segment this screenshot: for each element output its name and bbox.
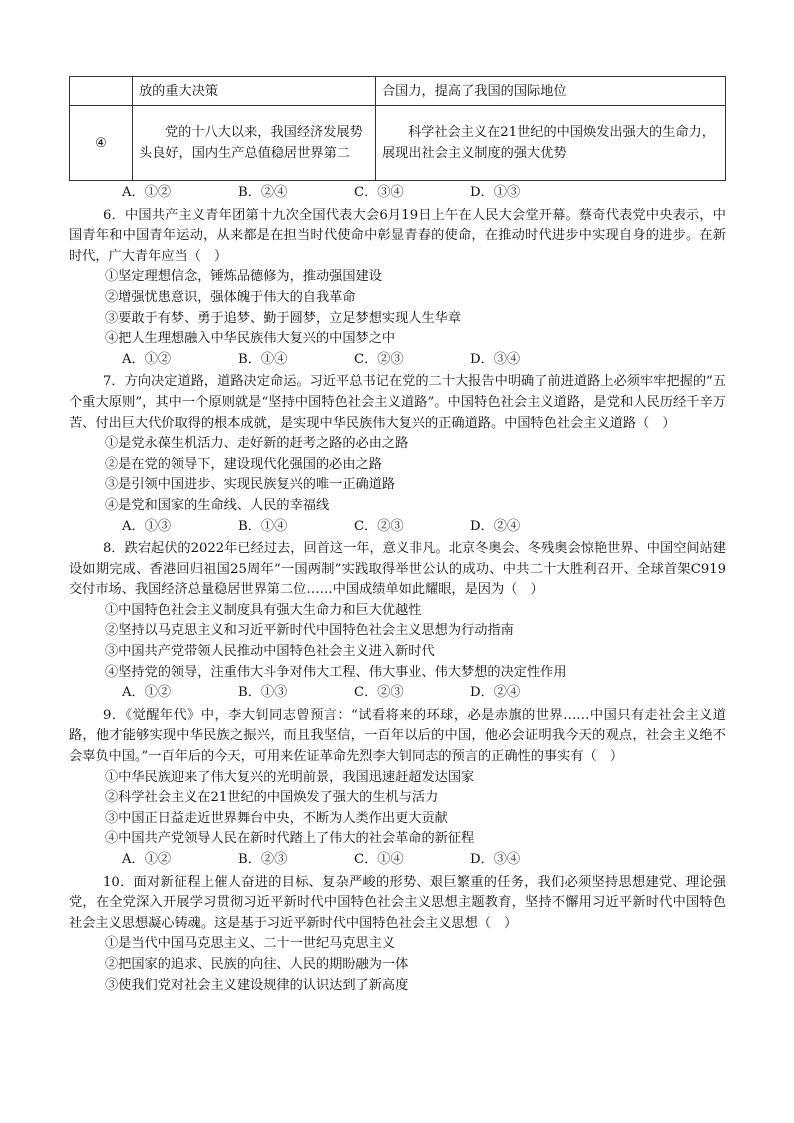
table-cell-meaning: 合国力，提高了我国的国际地位	[376, 77, 726, 106]
option-3: ③要敢于有梦、勇于追梦、勤于圆梦，立足梦想实现人生华章	[105, 310, 462, 326]
option-2: ②把国家的追求、民族的向往、人民的期盼融为一体	[105, 956, 409, 972]
option-3: ③中国正日益走近世界舞台中央，不断为人类作出更大贡献	[105, 810, 448, 826]
answer-choice-d[interactable]: D．③④	[470, 852, 521, 867]
answer-row	[69, 350, 726, 371]
option-4: ④中国共产党领导人民在新时代踏上了伟大的社会革命的新征程	[105, 831, 475, 847]
option-4: ④坚持党的领导，注重伟大斗争对伟大工程、伟大事业、伟大梦想的决定性作用	[105, 664, 567, 680]
answer-choice-b[interactable]: B．①④	[238, 351, 288, 367]
comparison-table	[69, 76, 726, 181]
question-list	[69, 183, 726, 996]
answer-choice-c[interactable]: C．②③	[354, 685, 404, 701]
answer-choice-a[interactable]: A．①②	[122, 685, 172, 701]
option-2: ②科学社会主义在21世纪的中国焕发了强大的生机与活力	[105, 790, 439, 806]
q5-answer-row	[69, 183, 726, 204]
table-row	[70, 106, 726, 181]
answer-choice-d[interactable]: D．②④	[470, 685, 521, 701]
option-3: ③中国共产党带领人民推动中国特色社会主义进入新时代	[105, 644, 435, 660]
answer-choice-d[interactable]: D．①③	[470, 185, 521, 200]
table-cell-number: ④	[70, 106, 133, 181]
answer-choice-b[interactable]: B．①④	[238, 518, 288, 534]
option-1: ①中国特色社会主义制度具有强大生命力和巨大优越性	[105, 602, 422, 618]
question-10	[69, 873, 726, 997]
question-stem: 9．《觉醒年代》中，李大钊同志曾预言：“试看将来的环球，必是赤旗的世界……中国只有走社会主义道路，他才能够实现中华民族之振兴，而且我坚信，一百年以后的中国，他必会证明我今天的观点，社会主义绝不会辜负中国。”一百年后的今天，可用来佐证革命先烈李大钊同志的预言的正确性的事实有（ ）	[69, 707, 726, 765]
answer-choice-c[interactable]: C．②③	[354, 351, 404, 367]
table-cell-meaning: 科学社会主义在21世纪的中国焕发出强大的生命力，展现出社会主义制度的强大优势	[376, 106, 726, 181]
option-1: ①中华民族迎来了伟大复兴的光明前景，我国迅速赶超发达国家	[105, 769, 475, 785]
option-3: ③是引领中国进步、实现民族复兴的唯一正确道路	[105, 477, 396, 493]
option-4: ④是党和国家的生命线、人民的幸福线	[105, 497, 330, 513]
answer-choice-b[interactable]: B．②④	[238, 185, 288, 200]
table-cell-event: 放的重大决策	[133, 77, 376, 106]
answer-row	[69, 850, 726, 871]
question-9	[69, 706, 726, 871]
answer-row	[69, 517, 726, 538]
answer-choice-d[interactable]: D．③④	[470, 351, 521, 367]
question-stem: 8．跌宕起伏的2022年已经过去，回首这一年，意义非凡。北京冬奥会、冬残奥会惊艳世界、中国空间站建设如期完成、香港回归祖国25周年“一国两制”实践取得举世公认的成功、中共二十大胜利召开、全球首架C919交付市场、我国经济总量稳居世界第二位……中国成绩单如此耀眼，是因为（ ）	[69, 541, 726, 598]
option-2: ②坚持以马克思主义和习近平新时代中国特色社会主义思想为行动指南	[105, 623, 514, 639]
option-3: ③使我们党对社会主义建设规律的认识达到了新高度	[105, 977, 409, 993]
answer-choice-d[interactable]: D．②④	[470, 518, 521, 534]
question-6	[69, 206, 726, 371]
option-2: ②是在党的领导下，建设现代化强国的必由之路	[105, 456, 382, 472]
answer-choice-a[interactable]: A．①②	[122, 351, 172, 367]
option-1: ①是党永葆生机活力、走好新的赶考之路的必由之路	[105, 436, 409, 452]
option-1: ①是当代中国马克思主义、二十一世纪马克思主义	[105, 936, 396, 952]
answer-choice-a[interactable]: A．①③	[122, 518, 172, 534]
answer-choice-c[interactable]: C．①④	[354, 852, 404, 867]
question-stem: 7．方向决定道路，道路决定命运。习近平总书记在党的二十大报告中明确了前进道路上必须牢牢把握的“五个重大原则”，其中一个原则就是“坚持中国特色社会主义道路”。中国特色社会主义道路，是党和人民历经千辛万苦、付出巨大代价取得的根本成就，是实现中华民族伟大复兴的正确道路。中国特色社会主义道路（ ）	[69, 374, 726, 431]
answer-choice-c[interactable]: C．②③	[354, 518, 404, 534]
answer-row	[69, 683, 726, 704]
answer-choice-a[interactable]: A．①②	[122, 185, 172, 200]
option-2: ②增强忧患意识，强体魄于伟大的自我革命	[105, 289, 356, 305]
option-4: ④把人生理想融入中华民族伟大复兴的中国梦之中	[105, 331, 396, 347]
question-stem: 6．中国共产主义青年团第十九次全国代表大会6月19日上午在人民大会堂开幕。蔡奇代表党中央表示，中国青年和中国青年运动，从来都是在担当时代使命中彰显青春的使命，在推动时代进步中实现自身的进步。在新时代，广大青年应当（ ）	[69, 207, 726, 264]
answer-choice-b[interactable]: B．②③	[238, 852, 288, 867]
question-stem: 10．面对新征程上催人奋进的目标、复杂严峻的形势、艰巨繁重的任务，我们必须坚持思想建党、理论强党，在全党深入开展学习贯彻习近平新时代中国特色社会主义思想主题教育，坚持不懈用习近平新时代中国特色社会主义思想凝心铸魂。这是基于习近平新时代中国特色社会主义思想（ ）	[69, 874, 726, 931]
option-1: ①坚定理想信念，锤炼品德修为，推动强国建设	[105, 269, 382, 285]
answer-choice-a[interactable]: A．①②	[122, 852, 172, 867]
table-row	[70, 77, 726, 106]
table-cell-event: 党的十八大以来，我国经济发展势头良好，国内生产总值稳居世界第二	[133, 106, 376, 181]
table-cell-number	[70, 77, 133, 106]
answer-choice-b[interactable]: B．①③	[238, 685, 288, 701]
answer-choice-c[interactable]: C．③④	[354, 185, 404, 200]
question-7	[69, 372, 726, 537]
question-8	[69, 539, 726, 704]
